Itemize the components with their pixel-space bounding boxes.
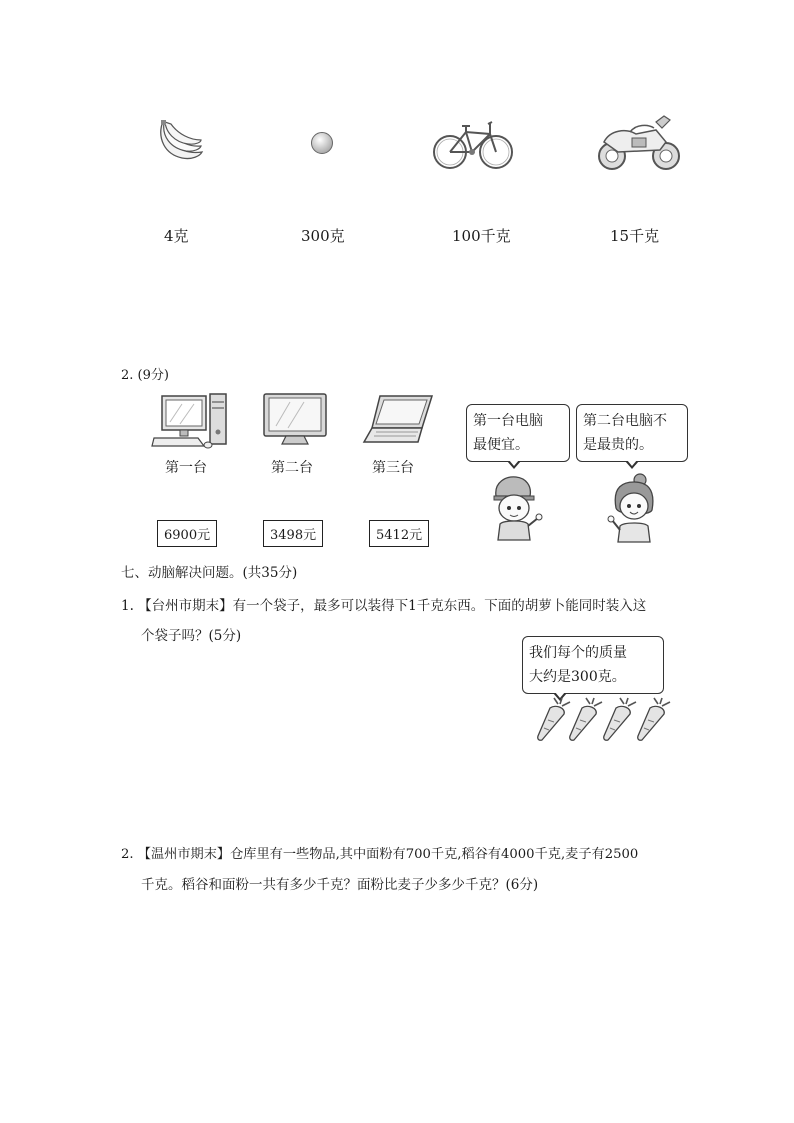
bubble-text: 第一台电脑 — [473, 413, 543, 429]
price-box-1: 6900元 — [157, 520, 217, 547]
computer-name-2: 第二台 — [271, 460, 313, 476]
boy-speech-bubble — [466, 404, 570, 462]
bubble-text: 第二台电脑不 — [583, 413, 667, 429]
computer-name-1: 第一台 — [165, 460, 207, 476]
carrot-icon — [536, 698, 572, 742]
girl-character-icon — [604, 474, 664, 544]
problem-1-line-1: 1. 【台州市期末】有一个袋子，最多可以装得下1千克东西。下面的胡萝卜能同时装入这 — [121, 598, 647, 614]
bubble-text: 大约是300克。 — [529, 669, 626, 685]
weight-label-ball: 300克 — [301, 227, 345, 245]
price-box-2: 3498元 — [263, 520, 323, 547]
bubble-text: 是最贵的。 — [583, 437, 653, 453]
boy-character-icon — [484, 474, 544, 542]
carrot-speech-bubble — [522, 636, 664, 694]
laptop-icon — [362, 394, 436, 448]
carrot-icon — [602, 698, 638, 742]
weight-label-banana: 4克 — [164, 227, 189, 245]
computer-name-3: 第三台 — [372, 460, 414, 476]
problem-2-line-2: 千克。稻谷和面粉一共有多少千克？面粉比麦子少多少千克？(6分) — [141, 877, 539, 893]
motorcycle-icon — [596, 112, 682, 172]
weight-label-motorcycle: 15千克 — [610, 227, 660, 245]
problem-1-line-2: 个袋子吗？(5分) — [141, 628, 242, 644]
price-box-3: 5412元 — [369, 520, 429, 547]
monitor-icon — [262, 392, 328, 448]
weight-label-bicycle: 100千克 — [452, 227, 511, 245]
banana-icon — [156, 118, 204, 164]
girl-speech-bubble — [576, 404, 688, 462]
problem-2-line-1: 2. 【温州市期末】仓库里有一些物品,其中面粉有700千克,稻谷有4000千克,麦子有2500 — [121, 847, 639, 862]
carrot-icon — [568, 698, 604, 742]
desktop-computer-icon — [152, 392, 232, 450]
ball-icon — [310, 131, 334, 155]
bicycle-icon — [432, 114, 514, 172]
carrot-icon — [636, 698, 672, 742]
bubble-text: 最便宜。 — [473, 437, 529, 453]
q2-title: 2. (9分) — [121, 368, 169, 383]
bubble-text: 我们每个的质量 — [529, 645, 627, 661]
section-heading: 七、动脑解决问题。(共35分) — [121, 565, 298, 581]
